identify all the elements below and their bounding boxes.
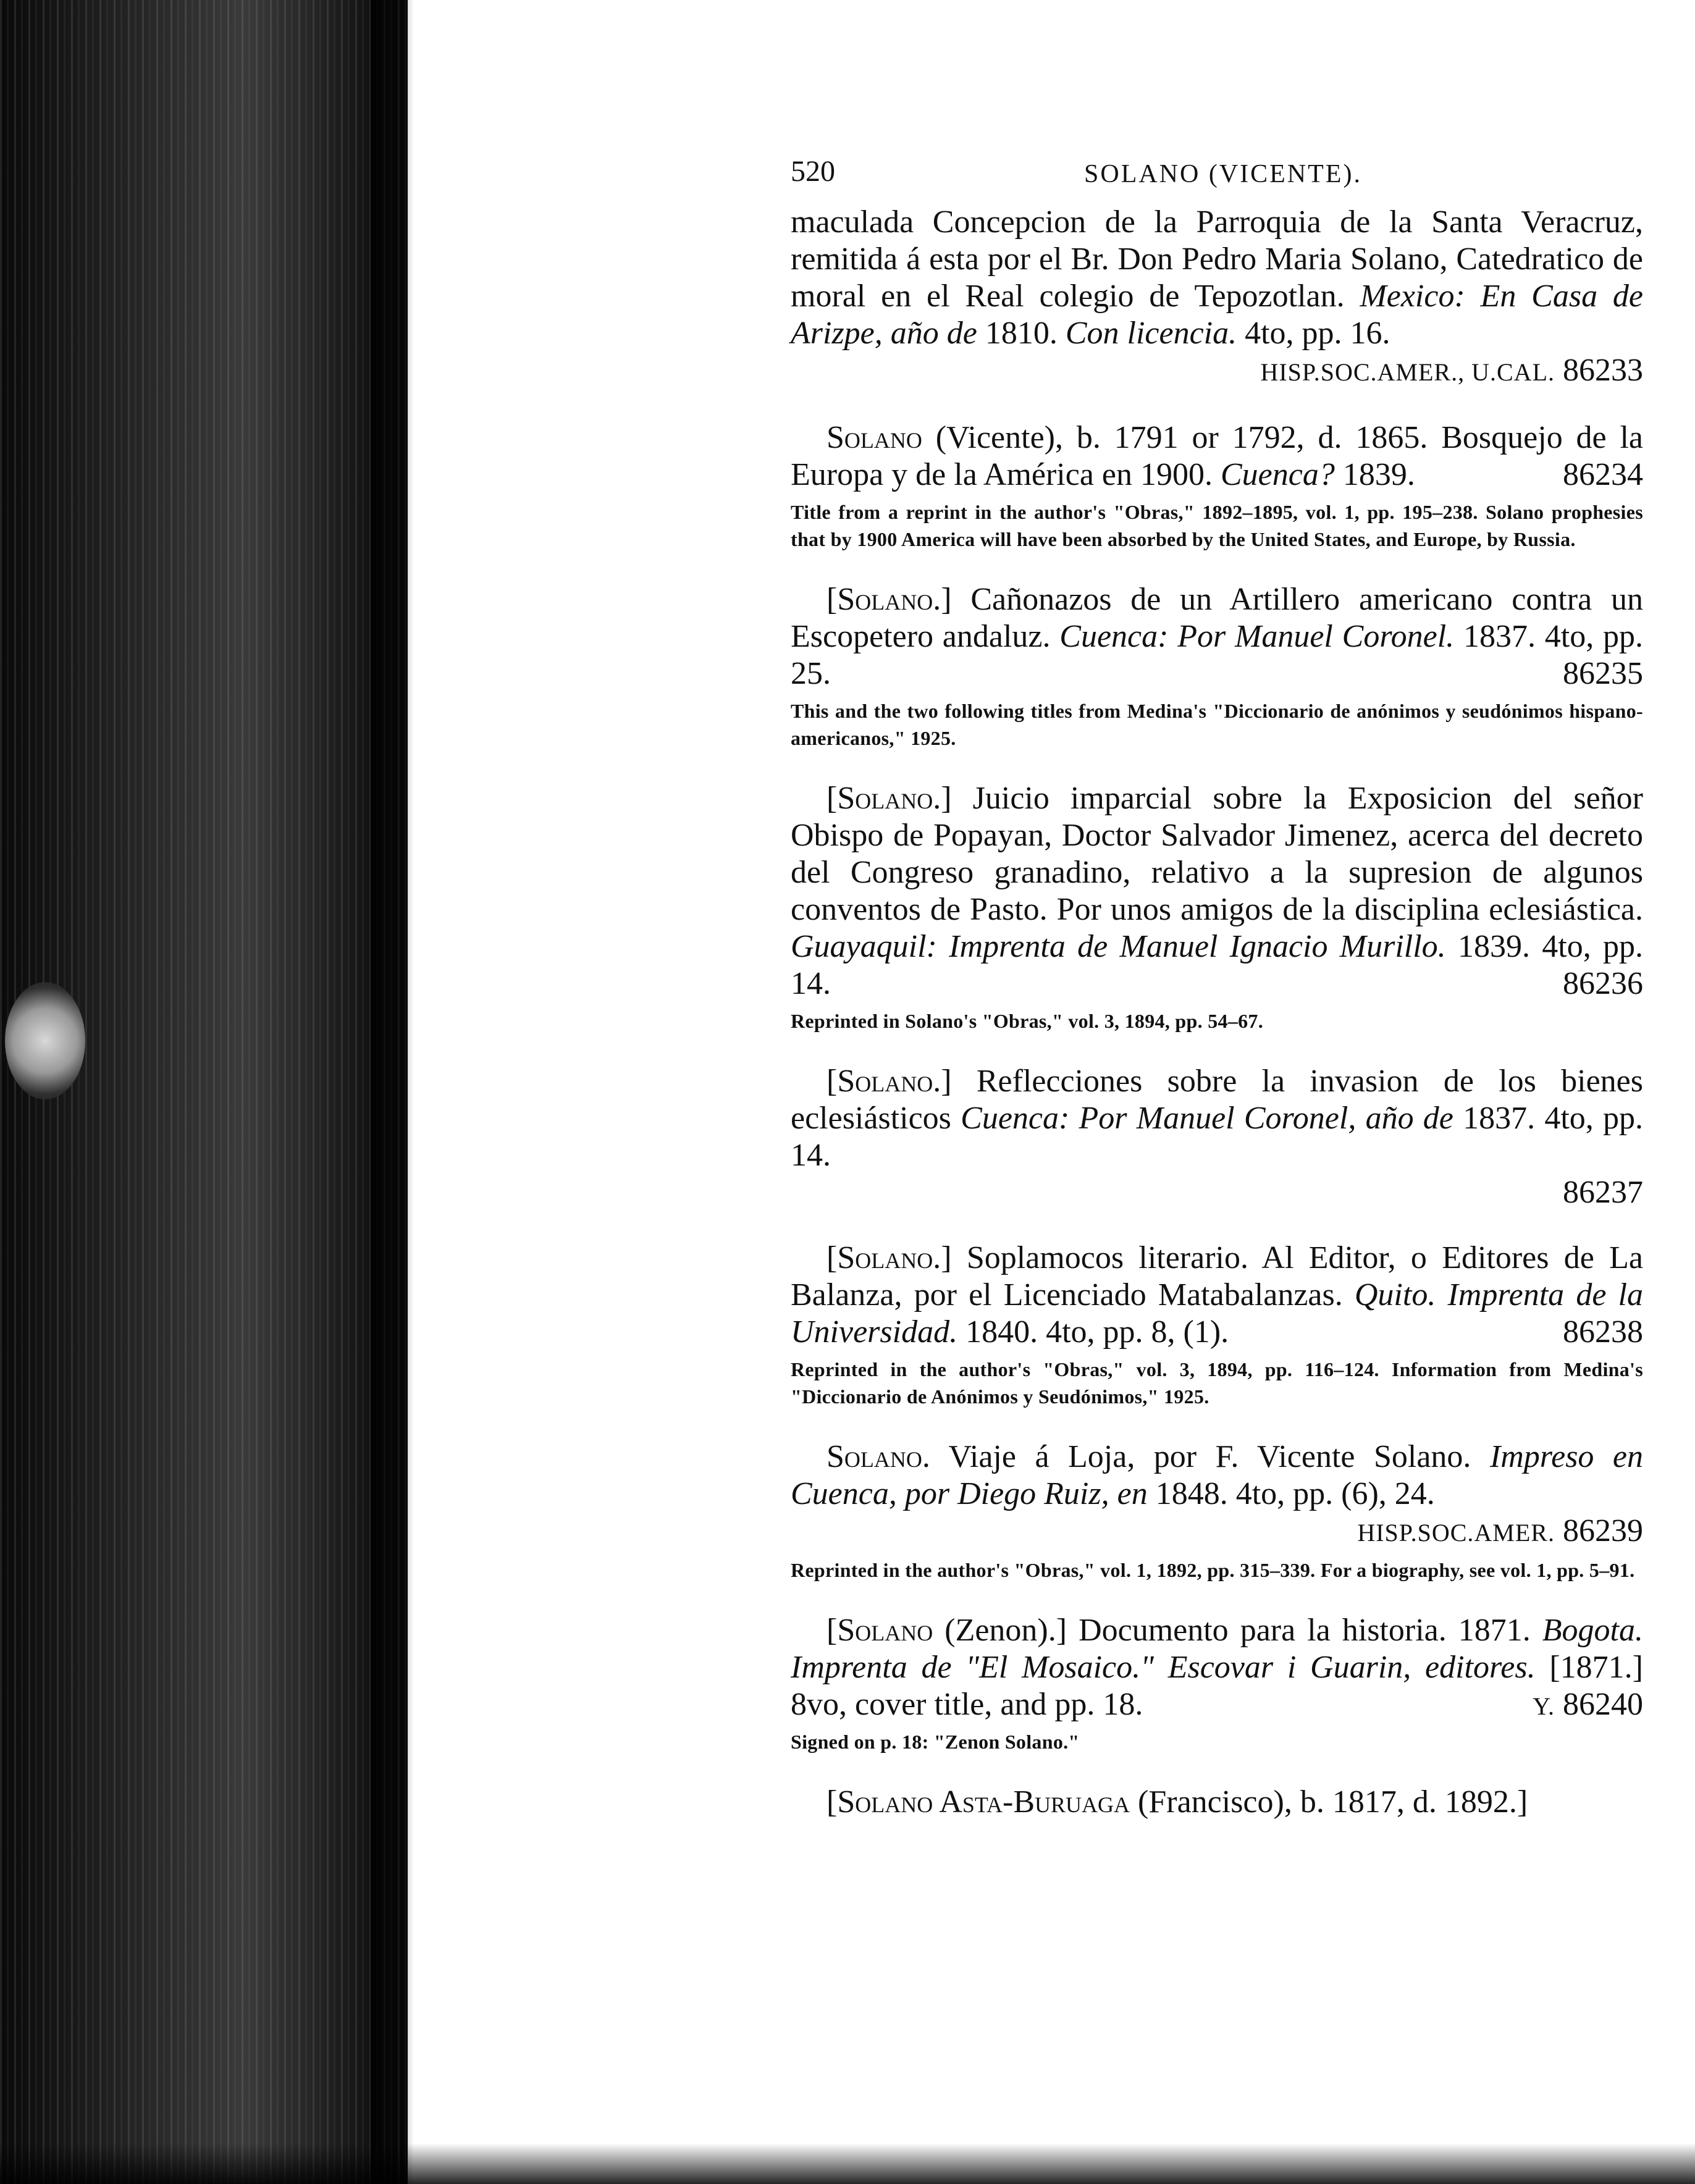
entry-note: Reprinted in the author's "Obras," vol. 1, 1892, pp. 315–339. For a biography, see vol. 1, pp. 5–91. — [791, 1559, 1635, 1581]
entry-licence: Con licencia. — [1065, 316, 1237, 351]
entry-86233 — [791, 204, 1643, 391]
entry-number: 86240 — [1563, 1687, 1643, 1722]
entry-number: 86234 — [1563, 457, 1643, 492]
entry-86234 — [791, 419, 1643, 553]
entry-body — [791, 780, 1643, 1002]
entry-text: Cañonazos de un Artillero americano contra un Escopetero andaluz. — [791, 582, 1643, 654]
entry-format: 4to, pp. 16. — [1245, 316, 1390, 351]
entry-number: 86237 — [1563, 1175, 1643, 1210]
entry-imprint: Cuenca: Por Manuel Coronel. — [1059, 619, 1455, 654]
page-number: 520 — [791, 155, 835, 188]
entry-86235 — [791, 581, 1643, 752]
entry-body — [791, 1438, 1643, 1513]
entry-locations: Y. — [1533, 1692, 1555, 1720]
entry-heading: Solano — [826, 420, 922, 455]
entry-heading: [Solano — [826, 1613, 933, 1648]
entry-imprint: Guayaquil: Imprenta de Manuel Ignacio Murillo. — [791, 929, 1446, 964]
entry-imprint: Quito. Imprenta de la Universidad. — [791, 1277, 1643, 1350]
entry-text: Viaje á Loja, por F. Vicente Solano. — [948, 1439, 1471, 1474]
entry-body — [791, 1612, 1643, 1723]
entry-imprint: Bogota. Imprenta de "El Mosaico." Escovar i Guarin, editores. — [791, 1613, 1644, 1685]
entry-text: (Vicente), b. 1791 or 1792, d. 1865. Bosquejo de la Europa y de la América en 1900. — [791, 420, 1643, 492]
entry-86236 — [791, 780, 1643, 1035]
bottom-scan-shadow — [0, 2143, 1695, 2184]
entry-heading: [Solano.] — [826, 582, 952, 617]
entry-number: 86238 — [1563, 1314, 1643, 1350]
entry-86239 — [791, 1438, 1643, 1584]
entry-continued-heading — [791, 1784, 1643, 1821]
entry-text: Reflecciones sobre la invasion de los bienes eclesiásticos — [791, 1064, 1643, 1136]
entry-note: Reprinted in the author's "Obras," vol. 3, 1894, pp. 116–124. Information from Medina's "Diccionario de Anónimos y Seudónimos," 1925. — [791, 1358, 1643, 1408]
entry-note: Title from a reprint in the author's "Obras," 1892–1895, vol. 1, pp. 195–238. Solano prophesies that by 1900 America will have been absorbed by the United States, and Europe, by Russia. — [791, 501, 1643, 550]
entry-text: Juicio imparcial sobre la Exposicion del señor Obispo de Popayan, Doctor Salvador Jimenez, acerca del decreto del Congreso granadino, relativo a la supresion de algunos conventos de Pasto. Por unos amigos de la disciplina eclesiástica. — [791, 781, 1644, 927]
page-header — [791, 142, 1643, 191]
entry-location-line — [791, 352, 1643, 391]
entry-number-line — [791, 1174, 1643, 1211]
entry-text: (Francisco), b. 1817, d. 1892.] — [1138, 1784, 1528, 1820]
edge-stain — [5, 982, 85, 1099]
running-head: SOLANO (VICENTE). — [1084, 160, 1362, 188]
entry-heading: [Solano Asta-Buruaga — [826, 1784, 1130, 1820]
entry-body — [791, 204, 1643, 352]
entry-rest: 1848. 4to, pp. (6), 24. — [1155, 1476, 1435, 1511]
entry-number: 86236 — [1563, 966, 1643, 1001]
entry-number: 86235 — [1563, 656, 1643, 691]
entry-rest: [1871.] 8vo, cover title, and pp. 18. — [791, 1650, 1643, 1722]
entry-heading: [Solano.] — [826, 781, 952, 816]
entry-imprint: Cuenca: Por Manuel Coronel, año de — [961, 1101, 1453, 1136]
entry-rest: 1837. 4to, pp. 14. — [791, 1101, 1644, 1173]
entry-text: maculada Concepcion de la Parroquia de la Santa Veracruz, remitida á esta por el Br. Don Pedro Maria Solano, Catedratico de moral en el Real colegio de Tepozotlan. — [791, 204, 1643, 314]
entry-location-line — [791, 1513, 1643, 1552]
entry-rest: 1839. — [1342, 457, 1415, 492]
entry-rest: 1837. 4to, pp. 25. — [791, 619, 1643, 691]
entry-year: 1810. — [985, 316, 1058, 351]
entry-text: Soplamocos literario. Al Editor, o Editores de La Balanza, por el Licenciado Matabalanzas. — [791, 1240, 1644, 1312]
page-gutter-shadow — [371, 0, 414, 2184]
entry-text: (Zenon).] Documento para la historia. 1871. — [944, 1613, 1531, 1648]
entry-imprint: Mexico: En Casa de Arizpe, año de — [791, 279, 1643, 351]
entry-imprint: Impreso en Cuenca, por Diego Ruiz, en — [791, 1439, 1644, 1511]
entry-imprint: Cuenca? — [1220, 457, 1335, 492]
entry-body — [791, 581, 1643, 692]
entry-body — [791, 1240, 1643, 1351]
entry-86240 — [791, 1612, 1643, 1755]
entry-heading: [Solano.] — [826, 1064, 952, 1099]
entry-body — [791, 1784, 1643, 1821]
entry-note: This and the two following titles from Medina's "Diccionario de anónimos y seudónimos hispano-americanos," 1925. — [791, 700, 1643, 749]
entry-note: Reprinted in Solano's "Obras," vol. 3, 1894, pp. 54–67. — [791, 1010, 1264, 1032]
entry-number: 86233 — [1563, 353, 1643, 388]
entry-number-group — [1497, 1686, 1643, 1725]
entry-86237 — [791, 1063, 1643, 1211]
entry-body — [791, 419, 1643, 494]
entry-number: 86239 — [1563, 1513, 1643, 1548]
entry-86238 — [791, 1240, 1643, 1410]
entry-body — [791, 1063, 1643, 1174]
entry-heading: Solano. — [826, 1439, 930, 1474]
entry-locations: HISP.SOC.AMER., U.CAL. — [1260, 358, 1555, 386]
entry-heading: [Solano.] — [826, 1240, 952, 1275]
entry-rest: 1839. 4to, pp. 14. — [791, 929, 1643, 1001]
entry-note: Signed on p. 18: "Zenon Solano." — [791, 1731, 1080, 1753]
entry-locations: HISP.SOC.AMER. — [1357, 1519, 1555, 1547]
entry-rest: 1840. 4to, pp. 8, (1). — [965, 1314, 1229, 1350]
page-text-block — [791, 142, 1643, 1821]
